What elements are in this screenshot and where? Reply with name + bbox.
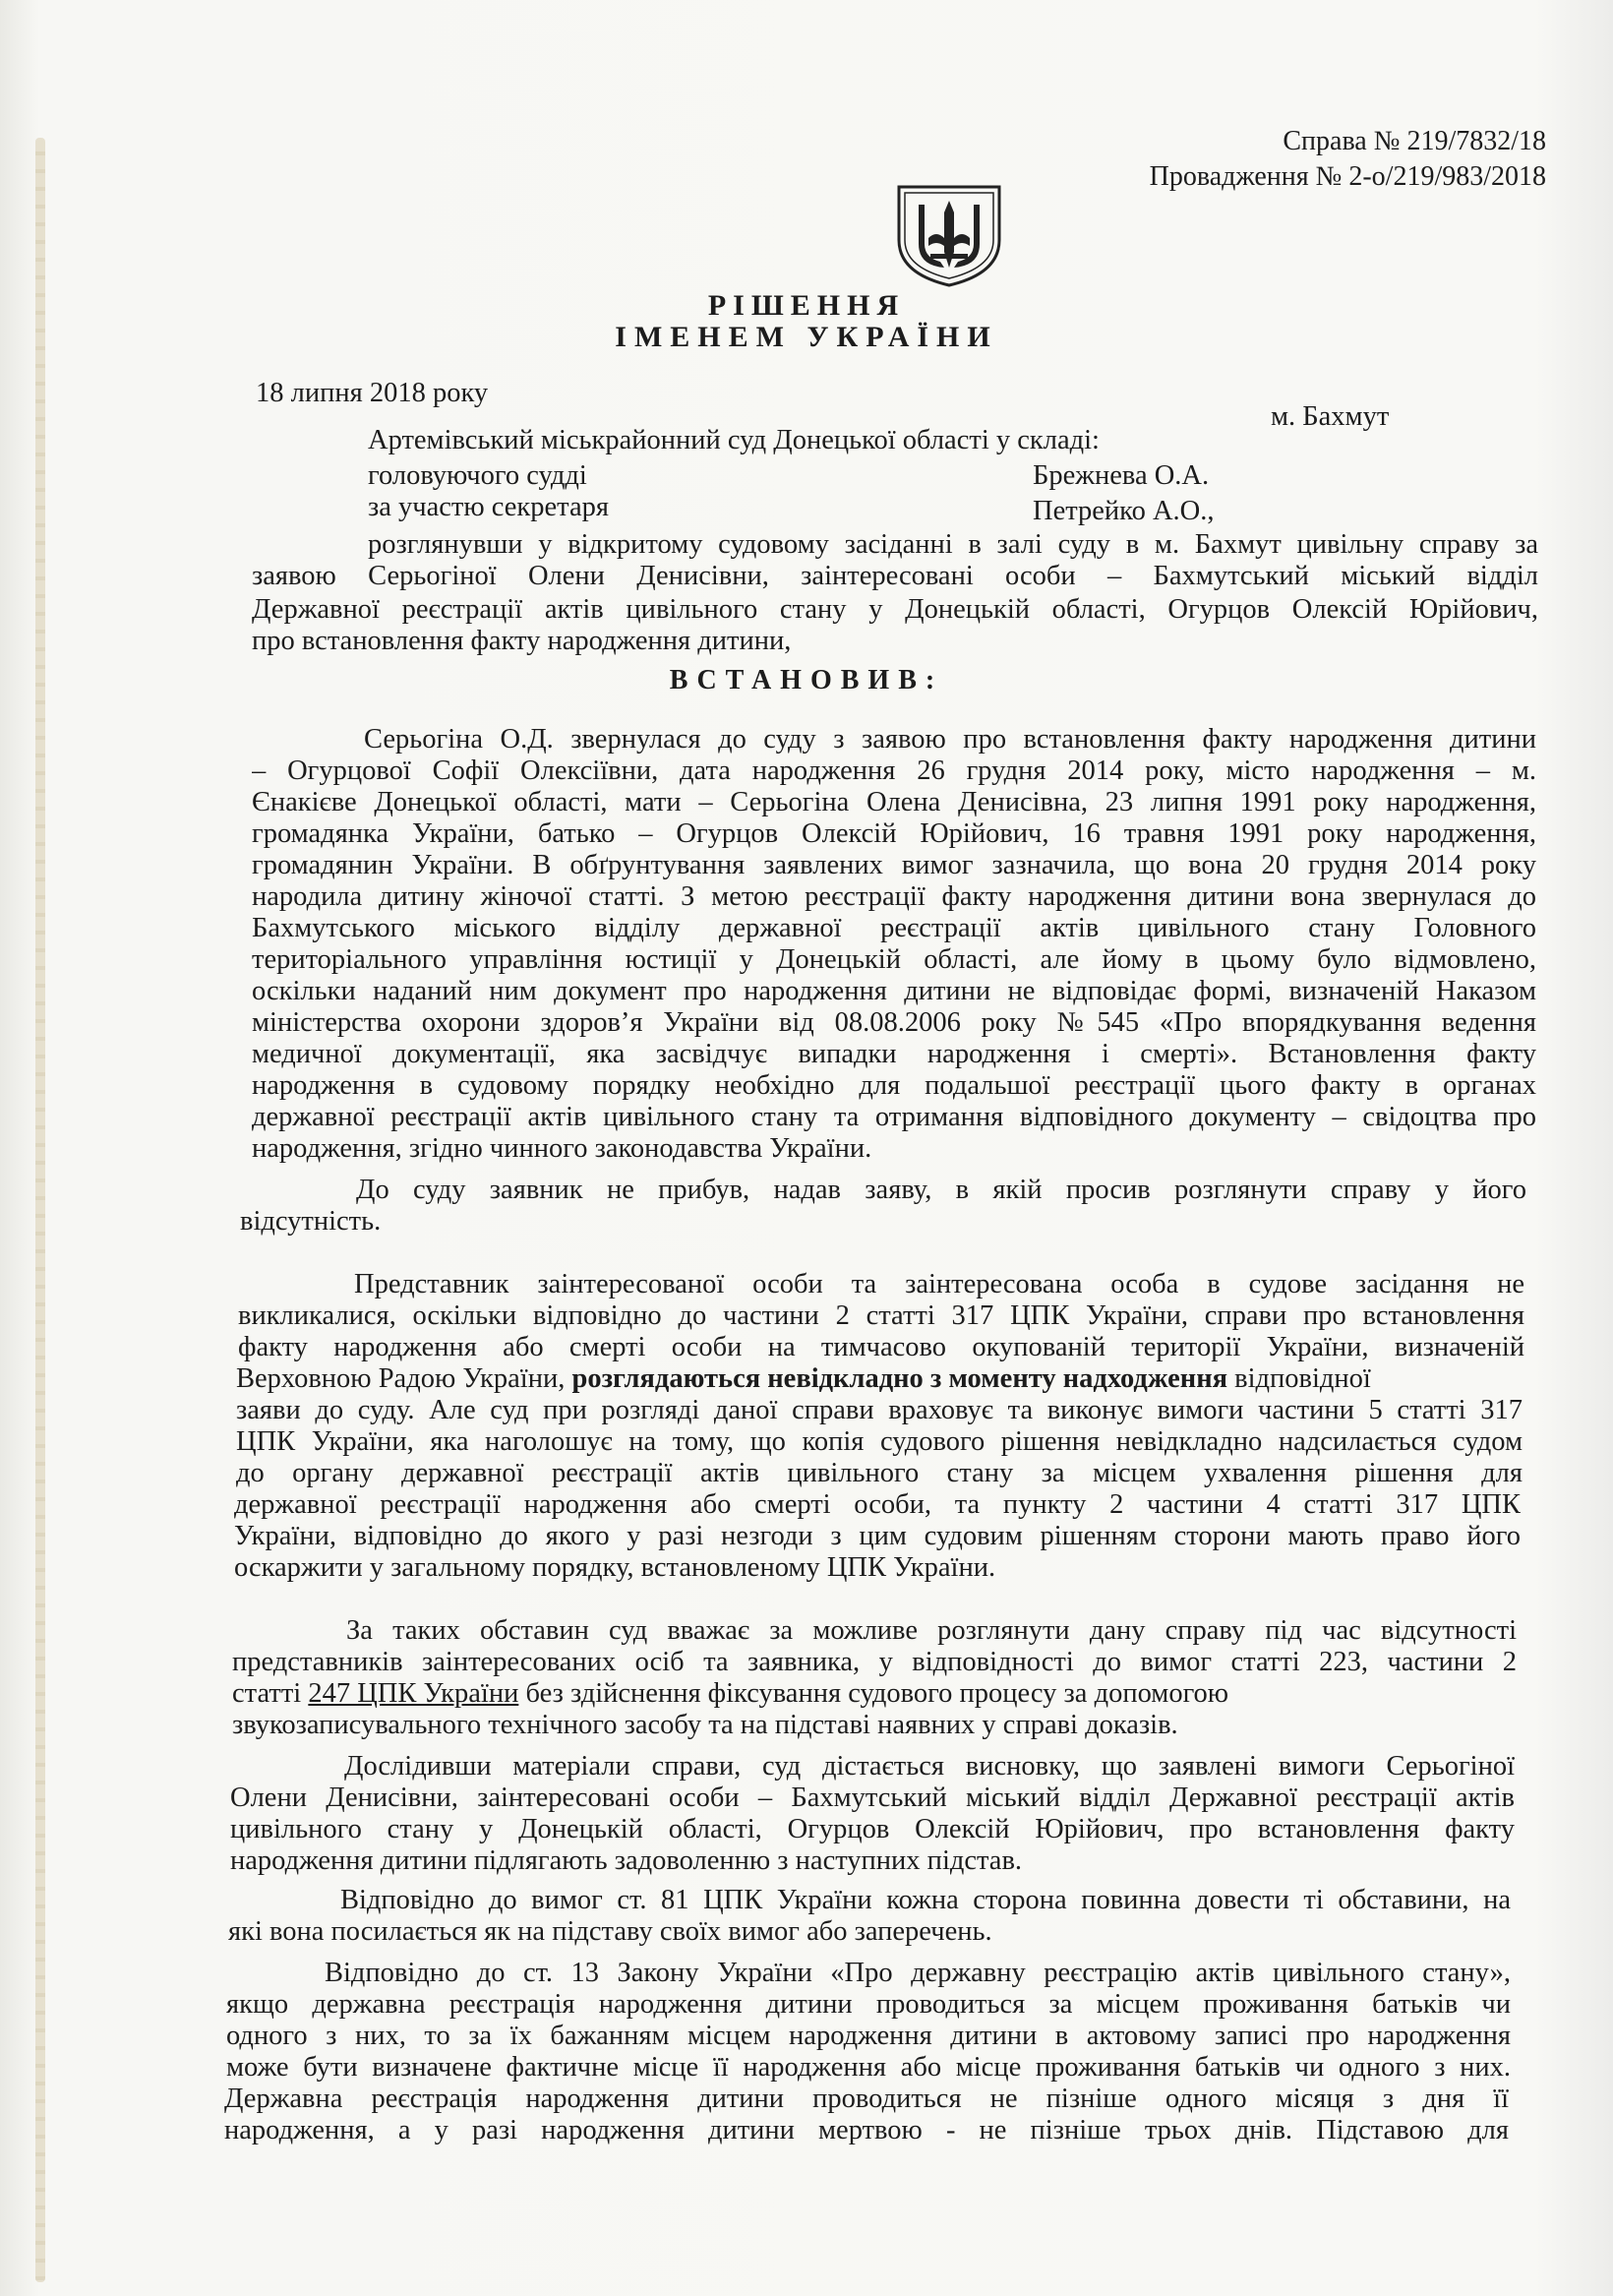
paragraph-line: які вона посилається як на підставу своїх вимог або заперечень.: [228, 1916, 992, 1947]
paragraph-line: Представник заінтересованої особи та заінтересована особа в судове засідання не: [354, 1269, 1524, 1299]
paragraph-line: Відповідно до вимог ст. 81 ЦПК України кожна сторона повинна довести ті обставини, на: [340, 1885, 1511, 1915]
emphasis-text: розглядаються невідкладно з моменту надходження: [571, 1363, 1228, 1394]
paragraph-line: громадянка України, батько – Огурцов Олексій Юрійович, 16 травня 1991 року народження,: [252, 818, 1536, 849]
paragraph-line: факту народження або смерті особи на тимчасово окупованій території України, визначеній: [238, 1332, 1524, 1362]
paragraph-line: України, відповідно до якого у разі незгоди з цим судовим рішенням сторони мають право його: [234, 1521, 1521, 1551]
intro-line: Державної реєстрації актів цивільного стану у Донецькій області, Огурцов Олексій Юрійович,: [252, 594, 1538, 625]
decision-city: м. Бахмут: [1271, 401, 1390, 432]
secretary-name: Петрейко А.О.,: [1033, 496, 1215, 526]
paragraph-line: одного з них, то за їх бажанням місцем народження дитини в актовому записі про народження: [226, 2021, 1511, 2051]
law-link[interactable]: 247 ЦПК України: [308, 1678, 519, 1709]
paragraph-line: територіального управління юстиції у Донецькій області, але йому в цьому було відмовлено,: [252, 944, 1536, 975]
case-number: Справа № 219/7832/18: [1283, 126, 1546, 156]
document-title: РІШЕННЯ: [707, 289, 906, 322]
paragraph-line: викликалися, оскільки відповідно до частини 2 статті 317 ЦПК України, справи про встановлення: [238, 1300, 1524, 1331]
paragraph-line: статті 247 ЦПК України без здійснення фіксування судового процесу за допомогою: [232, 1678, 1229, 1709]
paragraph-line: медичної документації, яка засвідчує випадки народження і смерті». Встановлення факту: [252, 1039, 1536, 1069]
section-title: ВСТАНОВИВ:: [669, 665, 944, 695]
paragraph-line: Єнакієве Донецької області, мати – Серьогіна Олена Денисівна, 23 липня 1991 року народження,: [252, 787, 1536, 817]
intro-line: заявою Серьогіної Олени Денисівни, заінтересовані особи – Бахмутський міський відділ: [252, 561, 1538, 591]
decision-date: 18 липня 2018 року: [256, 378, 489, 408]
paragraph-line: Олени Денисівни, заінтересовані особи – Бахмутський міський відділ Державної реєстрації актів: [230, 1782, 1515, 1813]
trident-emblem-icon: [885, 183, 1013, 287]
secretary-label: за участю секретаря: [368, 492, 609, 522]
paragraph-line: Верховною Радою України, розглядаються невідкладно з моменту надходження відповідної: [236, 1363, 1371, 1394]
paragraph-line: За таких обставин суд вважає за можливе розглянути дану справу під час відсутності: [346, 1615, 1517, 1646]
paragraph-line: Дослідивши матеріали справи, суд дістається висновку, що заявлені вимоги Серьогіної: [344, 1751, 1515, 1782]
paragraph-line: оскаржити у загальному порядку, встановленому ЦПК України.: [234, 1552, 996, 1583]
paragraph-line: може бути визначене фактичне місце її народження або місце проживання батьків чи одного з них.: [226, 2052, 1511, 2083]
court-composition: Артемівський міськрайонний суд Донецької області у складі:: [368, 425, 1100, 455]
intro-line: розглянувши у відкритому судовому засіданні в залі суду в м. Бахмут цивільну справу за: [368, 529, 1538, 560]
paragraph-line: Бахмутського міського відділу державної реєстрації актів цивільного стану Головного: [252, 913, 1536, 943]
paragraph-line: державної реєстрації народження або смерті особи, та пункту 2 частини 4 статті 317 ЦПК: [234, 1489, 1521, 1520]
paragraph-line: відсутність.: [240, 1206, 382, 1237]
paragraph-line: якщо державна реєстрація народження дитини проводиться за місцем проживання батьків чи: [226, 1989, 1511, 2020]
paragraph-line: цивільного стану у Донецькій області, Огурцов Олексій Юрійович, про встановлення факту: [230, 1814, 1515, 1844]
paragraph-line: оскільки наданий ним документ про народження дитини не відповідає формі, визначеній Наказом: [252, 976, 1536, 1006]
document-subtitle: ІМЕНЕМ УКРАЇНИ: [615, 321, 998, 353]
paragraph-line: ЦПК України, яка наголошує на тому, що копія судового рішення невідкладно надсилається судом: [236, 1426, 1523, 1457]
judge-name: Брежнева О.А.: [1033, 460, 1210, 491]
paragraph-line: народження, а у разі народження дитини мертвою - не пізніше трьох днів. Підставою для: [224, 2115, 1509, 2145]
paragraph-line: народження, згідно чинного законодавства України.: [252, 1133, 872, 1164]
paragraph-line: Державна реєстрація народження дитини проводиться не пізніше одного місяця з дня її: [224, 2084, 1509, 2114]
paragraph-line: Відповідно до ст. 13 Закону України «Про державну реєстрацію актів цивільного стану»,: [325, 1958, 1511, 1988]
paragraph-line: – Огурцової Софії Олексіївни, дата народження 26 грудня 2014 року, місто народження – м.: [252, 755, 1536, 786]
binding-thread: [35, 138, 45, 2282]
paragraph-line: До суду заявник не прибув, надав заяву, в якій просив розглянути справу у його: [356, 1175, 1526, 1205]
paragraph-line: представників заінтересованих осіб та заявника, у відповідності до вимог статті 223, частини 2: [232, 1647, 1517, 1677]
paragraph-line: заяви до суду. Але суд при розгляді даної справи враховує та виконує вимоги частини 5 статті 317: [236, 1395, 1523, 1425]
paragraph-line: Серьогіна О.Д. звернулася до суду з заявою про встановлення факту народження дитини: [364, 724, 1536, 755]
paragraph-line: народила дитину жіночої статті. З метою реєстрації факту народження дитини вона звернулася до: [252, 881, 1536, 912]
intro-line: про встановлення факту народження дитини,: [252, 626, 792, 656]
paragraph-line: державної реєстрації актів цивільного стану та отримання відповідного документу – свідоцтва про: [252, 1102, 1536, 1132]
paragraph-line: народження дитини підлягають задоволенню з наступних підстав.: [230, 1845, 1023, 1876]
proceeding-number: Провадження № 2-о/219/983/2018: [1149, 161, 1546, 192]
judge-label: головуючого судді: [368, 460, 587, 491]
paragraph-line: народження в судовому порядку необхідно для подальшої реєстрації цього факту в органах: [252, 1070, 1536, 1101]
paragraph-line: звукозаписувального технічного засобу та на підставі наявних у справі доказів.: [232, 1710, 1178, 1740]
paragraph-line: громадянин України. В обґрунтування заявлених вимог зазначила, що вона 20 грудня 2014 року: [252, 850, 1536, 880]
paragraph-line: міністерства охорони здоров’я України від 08.08.2006 року №545 «Про впорядкування ведення: [252, 1007, 1536, 1038]
paragraph-line: до органу державної реєстрації актів цивільного стану за місцем ухвалення рішення для: [236, 1458, 1523, 1488]
